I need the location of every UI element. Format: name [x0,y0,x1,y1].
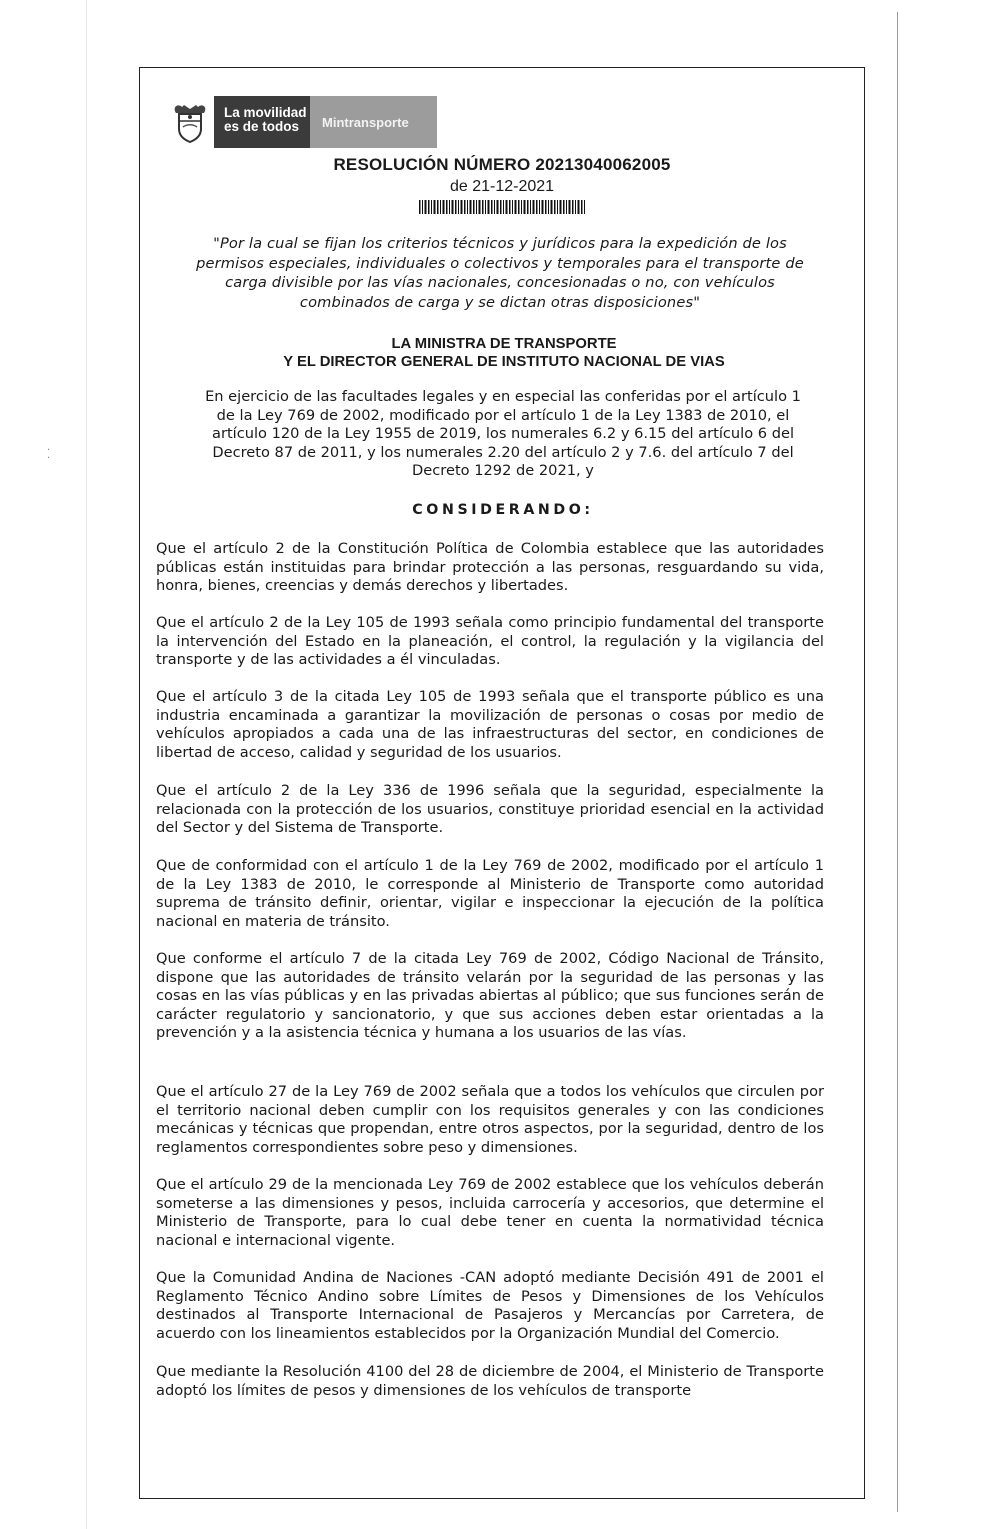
resolution-number: RESOLUCIÓN NÚMERO 20213040062005 [333,155,671,174]
paragraph: Que el artículo 2 de la Constitución Política de Colombia establece que las autoridades públicas están instituidas para brindar protección a las personas, resguardando su vida, honra, bienes, creencias y demás derechos y libertades. [156,540,824,595]
legal-basis-intro [160,388,846,481]
paragraph: Que el artículo 2 de la Ley 336 de 1996 señala que la seguridad, especialmente la relacionada con la protección de los usuarios, constituye prioridad esencial en la actividad del Sector y del Sistema de Transporte. [156,782,824,837]
barcode [419,200,585,214]
intro-line: Decreto 1292 de 2021, y [412,462,594,480]
intro-line: Decreto 87 de 2011, y los numerales 2.20 del artículo 2 y 7.6. del artículo 7 del [212,443,794,461]
intro-line: artículo 120 de la Ley 1955 de 2019, los numerales 6.2 y 6.15 del artículo 6 del [212,425,794,443]
resolution-title [170,234,830,312]
intro-line: de la Ley 769 de 2002, modificado por el artículo 1 de la Ley 1383 de 2010, el [216,406,790,424]
logo-tagline-line2: es de todos [224,119,300,134]
title-line: carga divisible por las vías nacionales, concesionadas o no, con vehículos [225,274,775,292]
logo-tagline-line1: La movilidad [224,105,307,120]
intro-line: En ejercicio de las facultades legales y en especial las conferidas por el artículo 1 [205,388,801,405]
scan-speckle: · · [47,445,51,464]
paragraph: Que conforme el artículo 7 de la citada Ley 769 de 2002, Código Nacional de Tránsito, dispone que las autoridades de tránsito velarán por la seguridad de las personas y las cosas en las vías públicas y en las privadas abiertas al público; que sus funciones serán de carácter regulatorio y sancionatorio, y que sus acciones deben estar orientadas a la prevención y a la asistencia técnica y humana a los usuarios de las vías. [156,950,824,1042]
header-logo [170,96,437,148]
signatories-heading [170,335,838,371]
scan-edge-right [897,12,898,1512]
paragraph: Que el artículo 2 de la Ley 105 de 1993 señala como principio fundamental del transporte la intervención del Estado en la planeación, el control, la regulación y la vigilancia del transporte y de las actividades a él vinculadas. [156,614,824,669]
title-line: "Por la cual se fijan los criterios técnicos y jurídicos para la expedición de los [213,235,787,252]
logo-ministry: Mintransporte [310,96,437,148]
signatory-line: Y EL DIRECTOR GENERAL DE INSTITUTO NACIONAL DE VIAS [283,354,725,370]
paragraph: Que el artículo 3 de la citada Ley 105 de 1993 señala que el transporte público es una industria encaminada a garantizar la movilización de personas o cosas por medio de vehículos apropiados a cada una de las infraestructuras del sector, en condiciones de libertad de acceso, calidad y seguridad de los usuarios. [156,688,824,761]
logo-tagline [214,96,310,148]
paragraph: Que la Comunidad Andina de Naciones -CAN adoptó mediante Decisión 491 de 2001 el Reglamento Técnico Andino sobre Límites de Pesos y Dimensiones de los Vehículos destinados al Transporte Internacional de Pasajeros y Mercancías por Carretera, de acuerdo con los lineamientos establecidos por la Organización Mundial del Comercio. [156,1269,824,1342]
paragraph: Que el artículo 27 de la Ley 769 de 2002 señala que a todos los vehículos que circulen por el territorio nacional deben cumplir con los requisitos generales y con las condiciones mecánicas y técnicas que propendan, entre otros aspectos, por la seguridad, dentro de los reglamentos correspondientes sobre peso y dimensiones. [156,1083,824,1156]
title-line: permisos especiales, individuales o colectivos y temporales para el transporte de [196,254,804,272]
resolution-date: de 21-12-2021 [449,178,555,195]
scan-edge-left [86,0,87,1529]
paragraph: Que de conformidad con el artículo 1 de la Ley 769 de 2002, modificado por el artículo 1 de la Ley 1383 de 2010, le corresponde al Ministerio de Transporte como autoridad suprema de tránsito definir, orientar, vigilar e inspeccionar la ejecución de la política nacional en materia de tránsito. [156,857,824,930]
coat-of-arms-icon [170,99,210,145]
paragraph: Que mediante la Resolución 4100 del 28 de diciembre de 2004, el Ministerio de Transporte adoptó los límites de pesos y dimensiones de los vehículos de transporte [156,1363,824,1399]
paragraph: Que el artículo 29 de la mencionada Ley 769 de 2002 establece que los vehículos deberán someterse a las dimensiones y pesos, incluida carrocería y accesorios, que determine el Ministerio de Transporte, para lo cual debe tener en cuenta la normatividad técnica nacional e internacional vigente. [156,1176,824,1249]
title-line: combinados de carga y se dictan otras disposiciones" [299,293,701,311]
considerando-heading: CONSIDERANDO: [412,502,594,518]
signatory-line: LA MINISTRA DE TRANSPORTE [391,336,617,352]
